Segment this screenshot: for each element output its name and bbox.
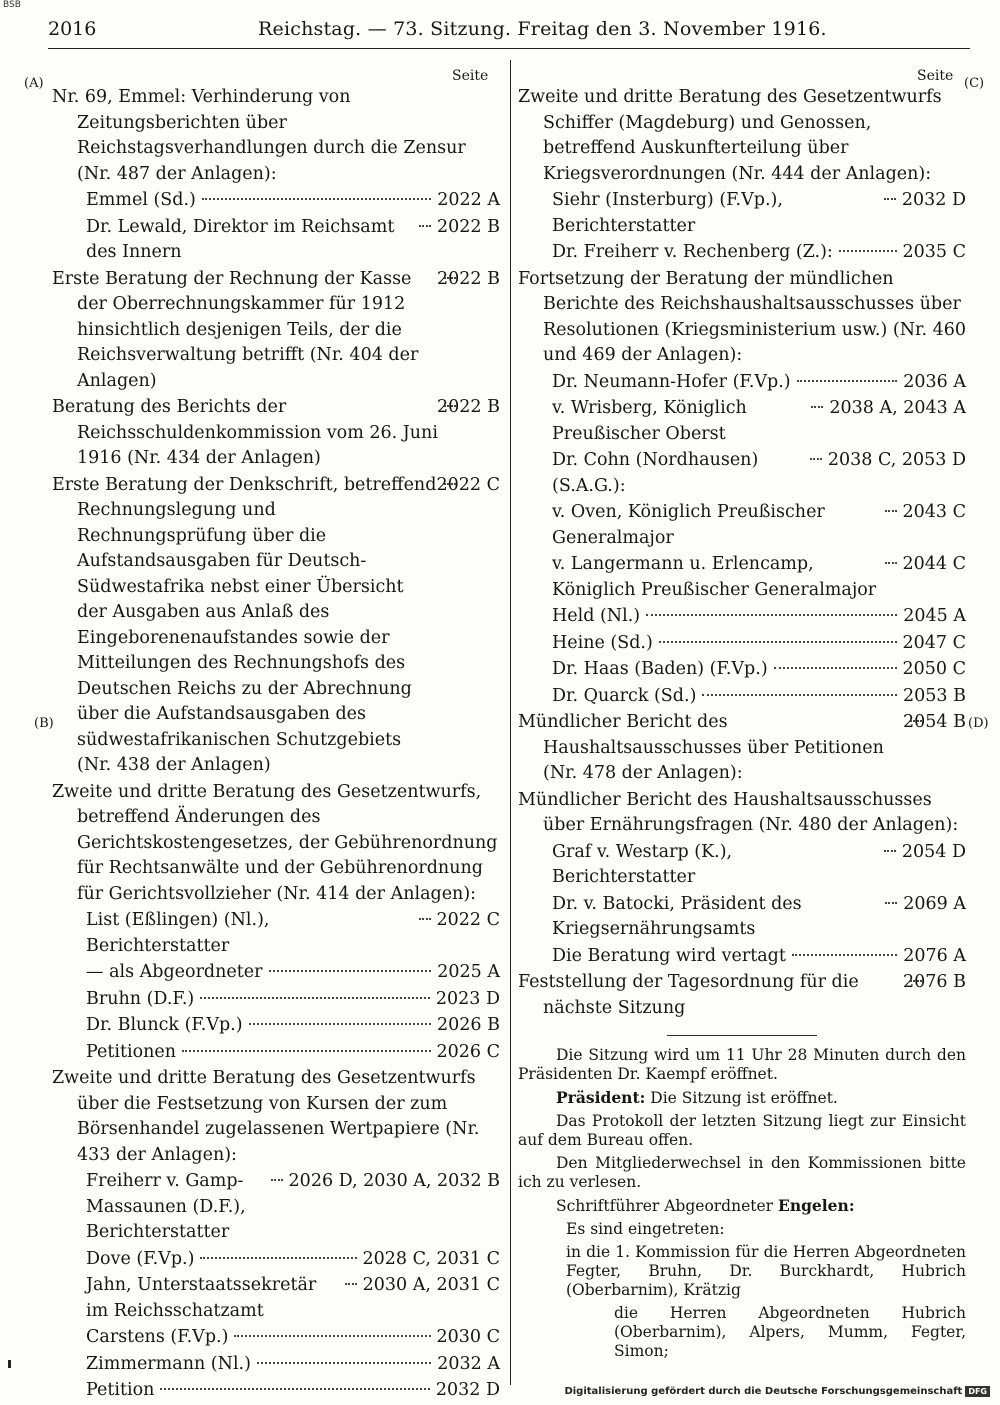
entry-text: Mündlicher Bericht des Haushaltsausschusses über Petitionen (Nr. 478 der Anlagen): xyxy=(518,712,884,783)
dot-leader xyxy=(885,562,897,564)
page-reference: 2076 A xyxy=(903,945,966,966)
president-text: Die Sitzung ist eröffnet. xyxy=(650,1089,838,1107)
page-reference: 2022 C xyxy=(436,910,500,930)
page-reference: 2035 C xyxy=(902,242,966,262)
page-number: 2016 xyxy=(48,18,97,40)
page-reference: 2023 D xyxy=(435,988,500,1009)
page-reference: 2076 B xyxy=(903,972,966,992)
page-reference: 2036 A xyxy=(903,371,966,392)
index-entry xyxy=(52,780,500,908)
dot-leader xyxy=(200,1257,356,1259)
entry-text: Dr. Lewald, Direktor im Reichsamt des Innern xyxy=(86,216,395,262)
entry-text: v. Langermann u. Erlencamp, Königlich Preußischer Generalmajor xyxy=(552,554,877,600)
section-rule xyxy=(667,1035,817,1036)
dot-leader xyxy=(792,954,897,956)
entry-text: Zweite und dritte Beratung des Gesetzentwurfs über die Festsetzung von Kursen der zum Börsenhandel zugelassenen Wertpapiere (Nr. 433 der Anlagen): xyxy=(52,1068,480,1165)
dot-leader xyxy=(444,277,456,279)
index-entry xyxy=(518,710,966,787)
dot-leader xyxy=(839,250,897,252)
page-reference: 2038 C, 2053 D xyxy=(827,450,966,470)
entry-text: Petitionen xyxy=(86,1041,177,1062)
secretary-prefix: Schriftführer Abgeordneter xyxy=(556,1197,774,1215)
page-reference: 2028 C, 2031 C xyxy=(362,1248,500,1269)
speaker-entry xyxy=(518,840,966,891)
speaker-entry xyxy=(52,987,500,1013)
page-reference: 2022 B xyxy=(437,268,500,289)
speaker-entry xyxy=(52,1352,500,1378)
page-reference: 2022 B xyxy=(437,216,500,237)
replaced-line: die Herren Abgeordneten Hubrich (Oberbarnim), Alpers, Mumm, Fegter, Simon; xyxy=(614,1304,966,1360)
page-footer xyxy=(564,1386,990,1397)
page-reference: 2054 B xyxy=(903,712,966,732)
speaker-entry xyxy=(518,944,966,970)
index-entry xyxy=(52,85,500,187)
speaker-entry xyxy=(518,604,966,630)
dot-leader xyxy=(269,970,432,972)
members-paragraph: Den Mitgliederwechsel in den Kommissionen bitte ich zu verlesen. xyxy=(518,1154,966,1191)
dot-leader xyxy=(885,902,897,904)
entered-line: Es sind eingetreten: xyxy=(566,1220,725,1238)
page-reference: 2022 A xyxy=(437,190,500,210)
entry-text: Nr. 69, Emmel: Verhinderung von Zeitungsberichten über Reichstagsverhandlungen durch die Zensur (Nr. 487 der Anlagen): xyxy=(52,87,466,184)
page-reference: 2022 C xyxy=(436,474,500,495)
dot-leader xyxy=(811,406,823,408)
dot-leader xyxy=(160,1388,429,1390)
dot-leader xyxy=(884,850,896,852)
speaker-entry xyxy=(52,188,500,214)
dot-leader xyxy=(646,614,897,616)
page-reference: 2053 B xyxy=(903,685,966,706)
index-entry xyxy=(52,473,500,779)
dot-leader xyxy=(182,1050,430,1052)
secretary-paragraph xyxy=(518,1196,966,1216)
dot-leader xyxy=(271,1179,283,1181)
speaker-entry xyxy=(52,1013,500,1039)
entry-text: Dr. v. Batocki, Präsident des Kriegsernährungsamts xyxy=(552,893,802,939)
dot-leader xyxy=(702,694,897,696)
dot-leader xyxy=(910,720,922,722)
dot-leader xyxy=(910,980,922,982)
entry-text: Emmel (Sd.) xyxy=(86,190,196,210)
entry-text: Erste Beratung der Denkschrift, betreffend Rechnungslegung und Rechnungsprüfung über die Aufstandsausgaben für Deutsch-Südwestafrika nebst einer Übersicht der Ausgaben aus Anlaß des Eingeborenenaufstandes sowie der Mitteilungen des Rechnungshofs des Deutschen Reichs zu der Abrechnung über die Aufstandsausgaben des südwestafrikanischen Schutzgebiets (Nr. 438 der Anlagen) xyxy=(52,474,437,775)
entry-text: List (Eßlingen) (Nl.), Berichterstatter xyxy=(86,910,270,956)
dot-leader xyxy=(444,483,456,485)
president-paragraph xyxy=(518,1088,966,1108)
library-stamp: BSB xyxy=(3,0,21,10)
index-entry xyxy=(518,85,966,187)
page-reference: 2032 D xyxy=(901,190,966,210)
speaker-entry xyxy=(518,396,966,447)
speaker-entry xyxy=(518,500,966,551)
speaker-entry xyxy=(518,448,966,499)
entry-text: Die Beratung wird vertagt xyxy=(552,945,786,966)
seite-label-left: Seite xyxy=(452,68,489,84)
page-reference: 2044 C xyxy=(902,554,966,574)
page-reference: 2047 C xyxy=(902,632,966,653)
margin-marker-b: (B) xyxy=(34,716,54,731)
dot-leader xyxy=(419,225,431,227)
footer-text: Digitalisierung gefördert durch die Deutsche Forschungsgemeinschaft xyxy=(564,1386,963,1397)
entry-text: Jahn, Unterstaatssekretär im Reichsschatzamt xyxy=(86,1275,317,1321)
page-reference: 2026 B xyxy=(437,1015,500,1035)
secretary-name: Engelen: xyxy=(778,1196,855,1215)
speaker-entry xyxy=(52,1169,500,1246)
dot-leader xyxy=(659,641,897,643)
dot-leader xyxy=(345,1283,357,1285)
speaker-entry xyxy=(52,215,500,266)
commission-line: in die 1. Kommission für die Herren Abgeordneten Fegter, Bruhn, Dr. Burckhardt, Hubrich (Oberbarnim), Krätzig xyxy=(566,1243,966,1299)
dot-leader xyxy=(774,667,897,669)
index-entry xyxy=(52,1066,500,1168)
entry-text: Dr. Neumann-Hofer (F.Vp.) xyxy=(552,371,791,392)
right-index-list xyxy=(518,85,966,1021)
dot-leader xyxy=(885,510,897,512)
speaker-entry xyxy=(518,657,966,683)
entry-text: Dr. Blunck (F.Vp.) xyxy=(86,1015,243,1035)
page-reference: 2022 B xyxy=(437,397,500,417)
dot-leader xyxy=(257,1362,431,1364)
entry-text: Dr. Freiherr v. Rechenberg (Z.): xyxy=(552,242,833,262)
page-reference: 2050 C xyxy=(902,659,966,679)
dot-leader xyxy=(234,1335,430,1337)
entry-text: Petition xyxy=(86,1380,155,1400)
edge-mark xyxy=(8,1360,11,1368)
entry-text: Dr. Haas (Baden) (F.Vp.) xyxy=(552,659,768,679)
president-label: Präsident: xyxy=(556,1088,646,1107)
entry-text: Beratung des Berichts der Reichsschuldenkommission vom 26. Juni 1916 (Nr. 434 der Anlagen) xyxy=(52,397,438,468)
page-header xyxy=(48,18,970,49)
entry-text: Siehr (Insterburg) (F.Vp.), Berichterstatter xyxy=(552,190,783,236)
dot-leader xyxy=(202,198,431,200)
speaker-entry xyxy=(518,631,966,657)
entry-text: Zimmermann (Nl.) xyxy=(86,1353,251,1374)
index-entry xyxy=(52,395,500,472)
speaker-entry xyxy=(52,1325,500,1351)
protocol-paragraph: Das Protokoll der letzten Sitzung liegt zur Einsicht auf dem Bureau offen. xyxy=(518,1112,966,1149)
index-entry xyxy=(518,267,966,369)
entry-text: Dr. Quarck (Sd.) xyxy=(552,685,697,706)
entry-text: v. Wrisberg, Königlich Preußischer Oberst xyxy=(552,398,747,444)
margin-marker-c: (C) xyxy=(964,76,985,91)
entry-text: — als Abgeordneter xyxy=(86,962,263,982)
dot-leader xyxy=(884,198,896,200)
right-column xyxy=(518,85,966,1365)
speaker-entry xyxy=(518,552,966,603)
speaker-entry xyxy=(52,1247,500,1273)
dot-leader xyxy=(444,405,456,407)
entry-text: Graf v. Westarp (K.), Berichterstatter xyxy=(552,841,733,887)
entry-text: Mündlicher Bericht des Haushaltsausschusses über Ernährungsfragen (Nr. 480 der Anlagen): xyxy=(518,789,959,835)
entry-text: Carstens (F.Vp.) xyxy=(86,1327,229,1347)
column-divider xyxy=(510,60,511,1385)
entry-text: Feststellung der Tagesordnung für die nächste Sitzung xyxy=(518,972,859,1018)
page-reference: 2038 A, 2043 A xyxy=(829,398,966,418)
seite-label-right: Seite xyxy=(917,68,954,84)
entry-text: v. Oven, Königlich Preußischer Generalmajor xyxy=(552,502,825,548)
speaker-entry xyxy=(518,188,966,239)
page-reference: 2069 A xyxy=(903,893,966,914)
index-entry xyxy=(518,970,966,1021)
speaker-entry xyxy=(52,1040,500,1066)
dfg-logo: DFG xyxy=(965,1386,990,1397)
speaker-entry xyxy=(52,908,500,959)
running-title: Reichstag. — 73. Sitzung. Freitag den 3. November 1916. xyxy=(258,18,827,40)
margin-marker-d: (D) xyxy=(968,716,989,731)
entry-text: Dove (F.Vp.) xyxy=(86,1248,195,1269)
opening-paragraph: Die Sitzung wird um 11 Uhr 28 Minuten durch den Präsidenten Dr. Kaempf eröffnet. xyxy=(518,1046,966,1083)
entry-text: Zweite und dritte Beratung des Gesetzentwurfs Schiffer (Magdeburg) und Genossen, betreffend Auskunfterteilung über Kriegsverordnungen (Nr. 444 der Anlagen): xyxy=(518,87,942,184)
page-reference: 2030 A, 2031 C xyxy=(362,1275,500,1295)
entry-text: Bruhn (D.F.) xyxy=(86,988,195,1009)
entry-text: Zweite und dritte Beratung des Gesetzentwurfs, betreffend Änderungen des Gerichtskostengesetzes, der Gebührenordnung für Rechtsanwälte und der Gebührenordnung für Gerichtsvollzieher (Nr. 414 der Anlagen): xyxy=(52,781,498,904)
page-reference: 2026 C xyxy=(436,1041,500,1062)
page-reference: 2032 A xyxy=(437,1353,500,1374)
page-reference: 2054 D xyxy=(901,841,966,862)
page-reference: 2045 A xyxy=(903,606,966,626)
speaker-entry xyxy=(518,370,966,396)
page-reference: 2026 D, 2030 A, 2032 B xyxy=(288,1171,500,1191)
entry-text: Freiherr v. Gamp-Massaunen (D.F.), Berichterstatter xyxy=(86,1171,246,1242)
page-reference: 2043 C xyxy=(902,502,966,522)
margin-marker-a: (A) xyxy=(24,76,44,91)
page-reference: 2030 C xyxy=(436,1327,500,1347)
dot-leader xyxy=(797,380,898,382)
entry-text: Held (Nl.) xyxy=(552,606,641,626)
left-column xyxy=(52,85,500,1405)
page-reference: 2032 D xyxy=(435,1380,500,1400)
speaker-entry xyxy=(518,240,966,266)
speaker-entry xyxy=(518,892,966,943)
index-entry xyxy=(518,788,966,839)
entry-text: Fortsetzung der Beratung der mündlichen Berichte des Reichshaushaltsausschusses über Resolutionen (Kriegsministerium usw.) (Nr. 460 und 469 der Anlagen): xyxy=(518,268,966,365)
speaker-entry xyxy=(518,684,966,710)
dot-leader xyxy=(249,1023,431,1025)
page-reference: 2025 A xyxy=(437,962,500,982)
speaker-entry xyxy=(52,960,500,986)
dot-leader xyxy=(419,918,431,920)
dot-leader xyxy=(810,458,822,460)
index-entry xyxy=(52,267,500,395)
entry-text: Dr. Cohn (Nordhausen) (S.A.G.): xyxy=(552,450,759,496)
dot-leader xyxy=(200,997,430,999)
entry-text: Heine (Sd.) xyxy=(552,632,653,653)
speaker-entry xyxy=(52,1273,500,1324)
entry-text: Erste Beratung der Rechnung der Kasse der Oberrechnungskammer für 1912 hinsichtlich desjenigen Teils, der die Reichsverwaltung betrifft (Nr. 404 der Anlagen) xyxy=(52,268,419,391)
